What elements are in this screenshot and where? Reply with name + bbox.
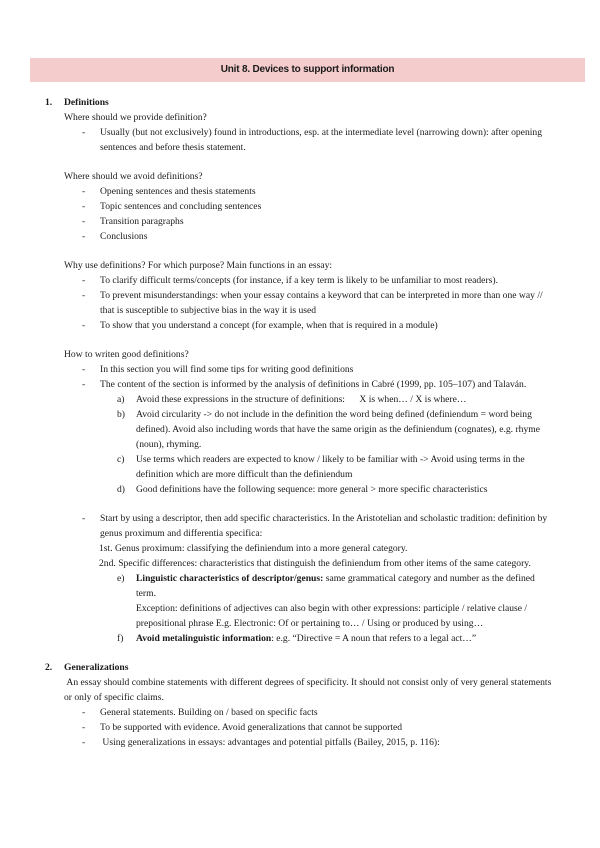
item-marker: e) xyxy=(117,573,125,584)
item-bold-heading: Avoid metalinguistic information xyxy=(136,633,272,644)
lettered-tips-list-continued xyxy=(0,571,600,601)
list-item: - The content of the section is informed by the analysis of definitions in Cabré (1999, pp. 105–107) and Talaván. xyxy=(0,377,600,392)
unit-title: Unit 8. Devices to support information xyxy=(220,64,395,75)
item-marker: a) xyxy=(117,394,125,405)
list-item: - Start by using a descriptor, then add specific characteristics. In the Aristotelian and scholastic tradition: definition by genus proximum and differentia specifica: xyxy=(0,511,600,541)
unit-title-banner xyxy=(30,58,585,82)
list-item: - Using generalizations in essays: advantages and potential pitfalls (Bailey, 2015, p. 116): xyxy=(0,735,600,750)
question-where-provide: Where should we provide definition? xyxy=(64,112,207,123)
question-why-use: Why use definitions? For which purpose? Main functions in an essay: xyxy=(64,260,333,271)
list-item: - Transition paragraphs xyxy=(0,214,600,229)
lettered-item xyxy=(0,407,600,452)
section-heading-definitions xyxy=(0,95,600,110)
item-bold-heading: Linguistic characteristics of descriptor/genus: xyxy=(136,573,324,584)
list-why-use xyxy=(0,273,600,333)
lettered-item xyxy=(0,571,600,601)
list-generalizations xyxy=(0,705,600,750)
exception-note: Exception: definitions of adjectives can also begin with other expressions: participle / relative clause / prepositional phrase E.g. Electronic: Of or pertaining to… / Using or produced by using… xyxy=(136,603,528,629)
item-text: Good definitions have the following sequence: more general > more specific characteristics xyxy=(136,484,488,495)
list-item: - In this section you will find some tips for writing good definitions xyxy=(0,362,600,377)
list-item: - Topic sentences and concluding sentences xyxy=(0,199,600,214)
list-item: - To be supported with evidence. Avoid generalizations that cannot be supported xyxy=(0,720,600,735)
question-where-avoid: Where should we avoid definitions? xyxy=(64,171,203,182)
item-text: Use terms which readers are expected to know / likely to be familiar with -> Avoid using terms in the definition which are more difficult than the definiendum xyxy=(136,454,525,480)
item-marker: d) xyxy=(117,484,125,495)
list-item: - Opening sentences and thesis statements xyxy=(0,184,600,199)
list-item: - Conclusions xyxy=(0,229,600,244)
item-marker: b) xyxy=(117,409,125,420)
section-heading-generalizations xyxy=(0,660,600,675)
list-how-write xyxy=(0,362,600,392)
lettered-item xyxy=(0,392,600,407)
list-item: - General statements. Building on / based on specific facts xyxy=(0,705,600,720)
generalizations-intro: An essay should combine statements with different degrees of specificity. It should not consist only of very general statements or only of specific claims. xyxy=(64,677,554,703)
item-text: : e.g. “Directive = A noun that refers to a legal act…” xyxy=(271,633,477,644)
lettered-tips-list xyxy=(0,392,600,497)
list-descriptor xyxy=(0,511,600,541)
item-marker: f) xyxy=(117,633,124,644)
item-marker: c) xyxy=(117,454,125,465)
item-text: Avoid these expressions in the structure of definitions: X is when… / X is where… xyxy=(136,394,467,405)
question-how-write: How to writen good definitions? xyxy=(64,349,189,360)
list-item: - To prevent misunderstandings: when your essay contains a keyword that can be interpreted in more than one way // that is susceptible to subjective bias in the way it is used xyxy=(0,288,600,318)
lettered-item xyxy=(0,631,600,646)
section-number: 2. xyxy=(45,662,53,673)
lettered-item xyxy=(0,482,600,497)
section-number: 1. xyxy=(45,97,53,108)
document-body xyxy=(0,95,600,750)
lettered-item xyxy=(0,452,600,482)
list-item: - To show that you understand a concept (for example, when that is required in a module) xyxy=(0,318,600,333)
item-text: same grammatical category and number as the defined term. xyxy=(136,573,535,599)
section-title: Generalizations xyxy=(64,662,129,673)
list-where-provide xyxy=(0,125,600,155)
list-item: - Usually (but not exclusively) found in introductions, esp. at the intermediate level (narrowing down): after opening sentences and before thesis statement. xyxy=(0,125,600,155)
list-where-avoid xyxy=(0,184,600,244)
lettered-tips-list-final xyxy=(0,631,600,646)
genus-line: 1st. Genus proximum: classifying the definiendum into a more general category. xyxy=(99,543,408,554)
list-item: - To clarify difficult terms/concepts (for instance, if a key term is likely to be unfamiliar to most readers). xyxy=(0,273,600,288)
item-text: Avoid circularity -> do not include in the definition the word being defined (definiendum = word being defined). Avoid also including words that have the same origin as the definiendum (cognates), e.g. rhyme (noun), rhyming. xyxy=(136,409,540,450)
section-title: Definitions xyxy=(64,97,109,108)
differences-line: 2nd. Specific differences: characteristics that distinguish the definiendum from other items of the same category. xyxy=(99,558,531,569)
